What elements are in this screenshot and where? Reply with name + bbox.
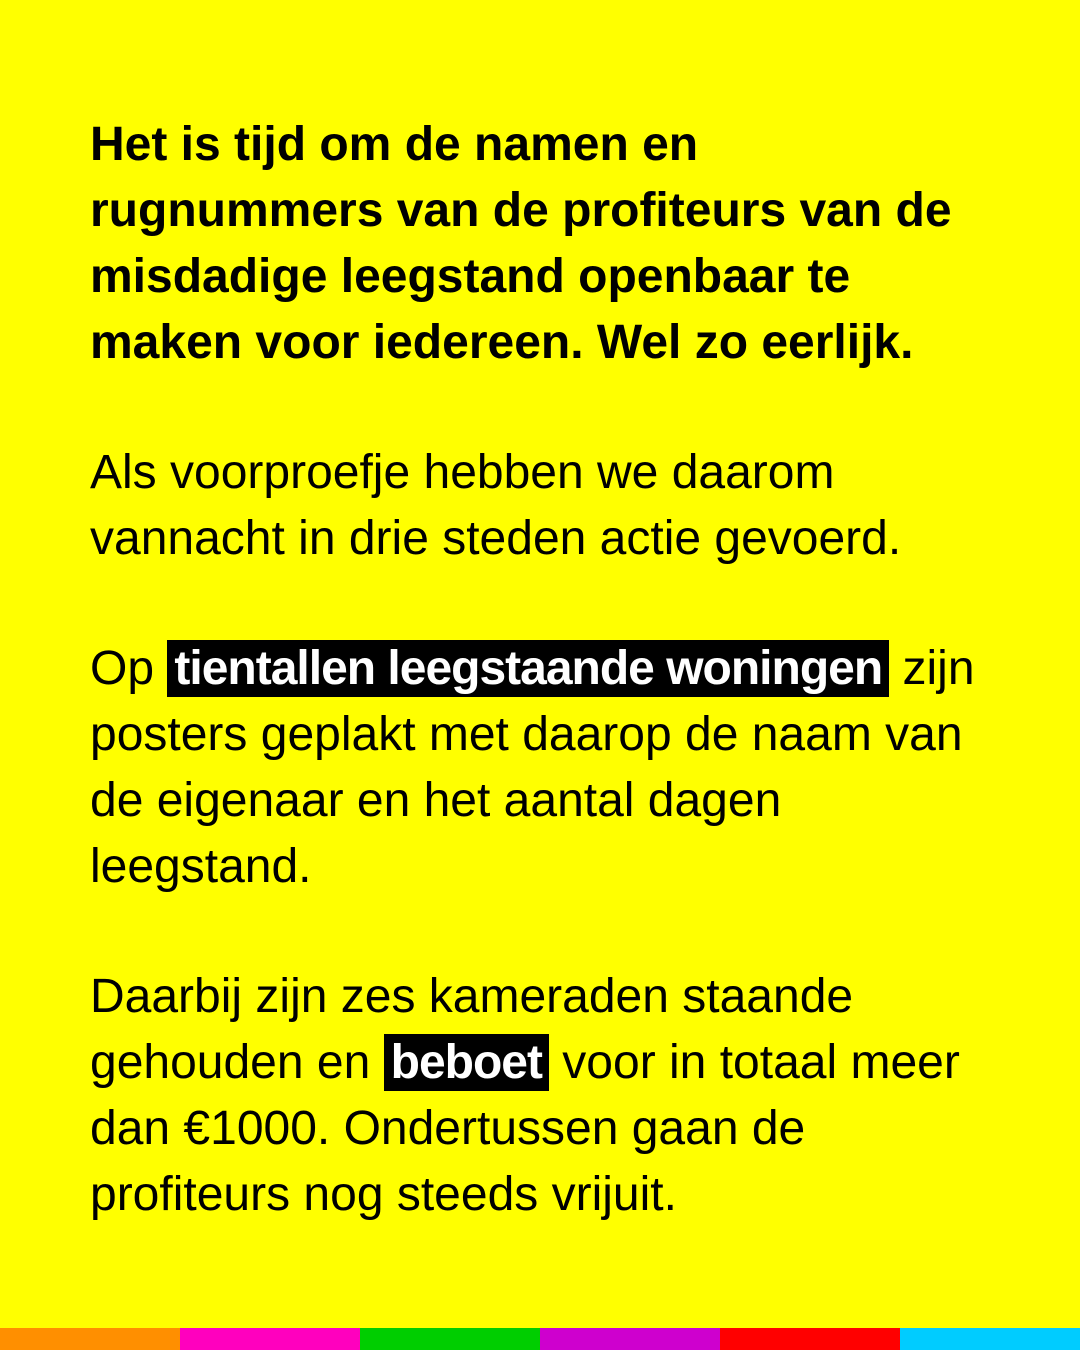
text-segment: gehouden en [90,1036,384,1089]
stripe-segment-red [720,1328,900,1350]
paragraph-boetes [90,964,1060,1228]
text-line: Daarbij zijn zes kameraden staande [90,970,854,1023]
text-line: dan €1000. Ondertussen gaan de [90,1102,806,1155]
text-segment: Op [90,642,168,695]
text-highlight-tientallen: tientallen leegstaande woningen [167,640,889,697]
text-segment: voor in totaal meer [548,1036,960,1089]
headline-line-1: Het is tijd om de namen en [90,118,699,171]
headline-line-2: rugnummers van de profiteurs van de [90,184,952,237]
headline-line-3: misdadige leegstand openbaar te [90,250,851,303]
text-line: de eigenaar en het aantal dagen [90,774,782,827]
headline-line-4: maken voor iedereen. Wel zo eerlijk. [90,316,914,369]
paragraph-posters [90,636,1060,900]
text-line: Als voorproefje hebben we daarom [90,446,835,499]
poster-text-block [90,112,1060,1228]
stripe-segment-green [360,1328,540,1350]
paragraph-intro [90,440,1060,572]
text-line: vannacht in drie steden actie gevoerd. [90,512,902,565]
headline [90,112,1060,376]
stripe-segment-magenta [180,1328,360,1350]
text-line: leegstand. [90,840,312,893]
footer-color-stripe [0,1328,1080,1350]
stripe-segment-orange [0,1328,180,1350]
stripe-segment-cyan [900,1328,1080,1350]
text-line: profiteurs nog steeds vrijuit. [90,1168,677,1221]
text-line [90,1030,1060,1096]
text-line: posters geplakt met daarop de naam van [90,708,963,761]
text-segment: zijn [889,642,975,695]
text-line [90,636,1060,702]
stripe-segment-purple [540,1328,720,1350]
text-highlight-beboet: beboet [384,1034,549,1091]
